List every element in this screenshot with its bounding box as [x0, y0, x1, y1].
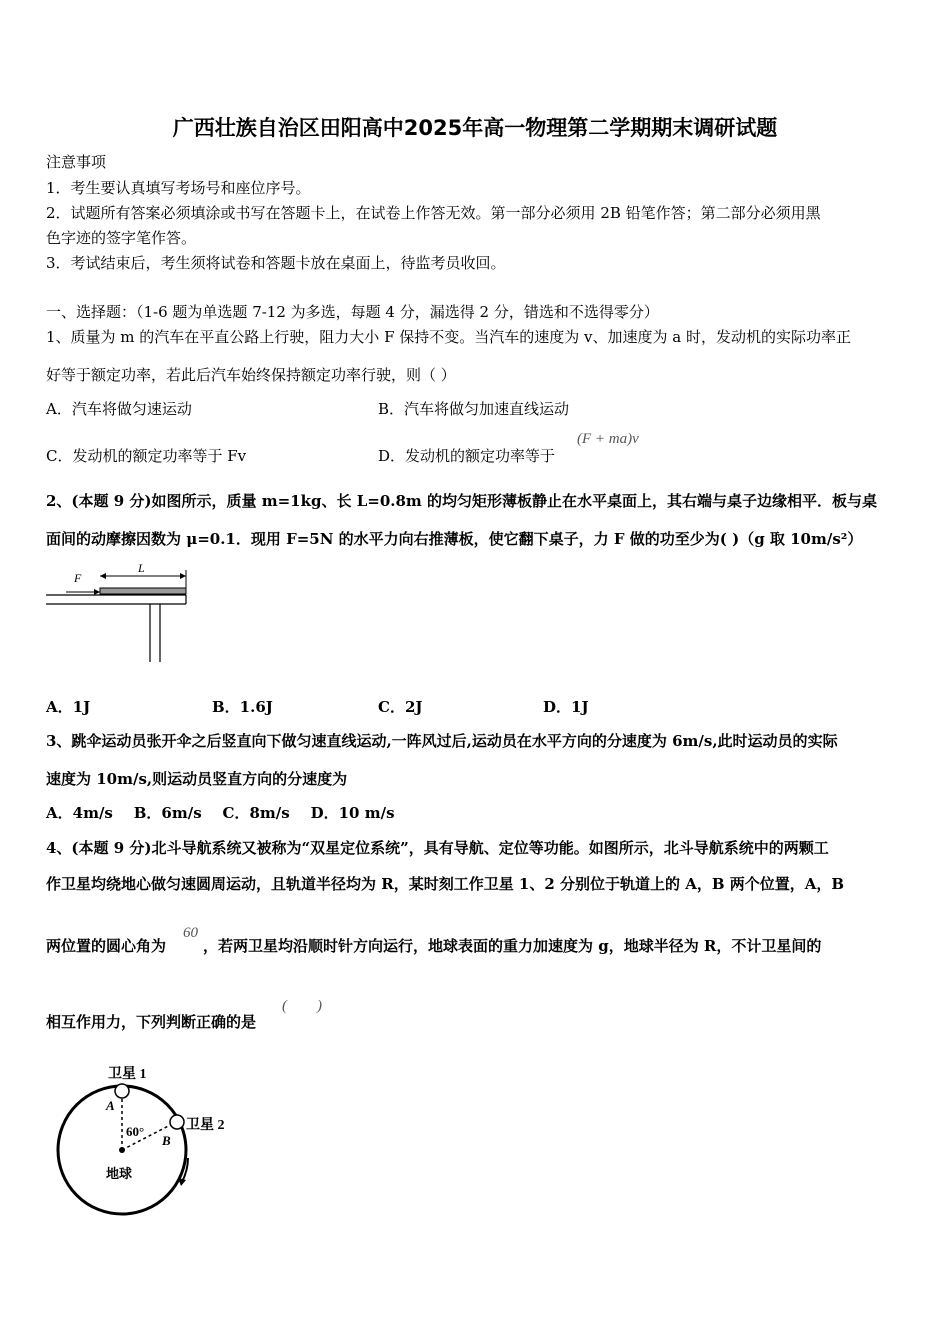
- notice-item: 色字迹的签字笔作答。: [46, 229, 197, 247]
- question-1-option-a: A．汽车将做匀速运动: [46, 400, 192, 418]
- notice-item: 2．试题所有答案必须填涂或书写在答题卡上，在试卷上作答无效。第一部分必须用 2B 铅笔作答；第二部分必须用黑: [46, 204, 821, 222]
- satellite-2: [170, 1115, 184, 1129]
- satellite-1: [115, 1084, 129, 1098]
- question-2-option-b: B．1.6J: [212, 698, 273, 716]
- question-1-text: 好等于额定功率，若此后汽车始终保持额定功率行驶，则（ ）: [46, 366, 456, 384]
- question-1-option-d: D．发动机的额定功率等于: [378, 447, 556, 465]
- question-4-text: 4、(本题 9 分)北斗导航系统又被称为“双星定位系统”，具有导航、定位等功能。如图所示，北斗导航系统中的两颗工: [46, 839, 829, 857]
- sat2-label: 卫星 2: [186, 1118, 225, 1133]
- label-f: F: [74, 571, 82, 585]
- question-4-text: ，若两卫星均沿顺时针方向运行，地球表面的重力加速度为 g，地球半径为 R，不计卫星间的: [203, 937, 822, 955]
- question-1-text: 1、质量为 m 的汽车在平直公路上行驶，阻力大小 F 保持不变。当汽车的速度为 v、加速度为 a 时，发动机的实际功率正: [46, 328, 851, 346]
- point-b-label: B: [162, 1133, 171, 1148]
- plank-table-diagram: [44, 560, 194, 666]
- question-3-text: 3、跳伞运动员张开伞之后竖直向下做匀速直线运动,一阵风过后,运动员在水平方向的分速度为 6m/s,此时运动员的实际: [46, 732, 838, 750]
- question-1-option-c: C．发动机的额定功率等于 Fv: [46, 447, 247, 465]
- question-3-text: 速度为 10m/s,则运动员竖直方向的分速度为: [46, 770, 348, 788]
- question-1-option-b: B．汽车将做匀加速直线运动: [378, 400, 570, 418]
- question-2-option-d: D．1J: [543, 698, 589, 716]
- question-2-option-c: C．2J: [378, 698, 423, 716]
- page-title: 广西壮族自治区田阳高中2025年高一物理第二学期期末调研试题: [172, 116, 778, 140]
- question-1-formula: (F + ma)v: [577, 431, 639, 447]
- satellite-orbit-diagram: [50, 1058, 250, 1223]
- earth-center: [119, 1147, 125, 1153]
- notice-heading: 注意事项: [46, 153, 107, 171]
- section-heading: 一、选择题：（1-6 题为单选题 7-12 为多选，每题 4 分，漏选得 2 分，错选和不选得零分）: [46, 303, 659, 321]
- notice-item: 3．考试结束后，考生须将试卷和答题卡放在桌面上，待监考员收回。: [46, 254, 506, 272]
- question-2-option-a: A．1J: [46, 698, 91, 716]
- question-4-text: 两位置的圆心角为: [46, 937, 167, 955]
- earth-label: 地球: [106, 1166, 133, 1181]
- question-2-text: 2、(本题 9 分)如图所示，质量 m=1kg、长 L=0.8m 的均匀矩形薄板静止在水平桌面上，其右端与桌子边缘相平．板与桌: [46, 492, 878, 510]
- label-l: L: [138, 561, 145, 575]
- question-4-text: 相互作用力，下列判断正确的是: [46, 1013, 257, 1031]
- sat1-label: 卫星 1: [108, 1067, 147, 1082]
- point-a-label: A: [106, 1098, 115, 1113]
- notice-item: 1．考生要认真填写考场号和座位序号。: [46, 179, 311, 197]
- question-4-angle: 60: [183, 925, 198, 941]
- question-3-options: A．4m/s B．6m/s C．8m/s D．10 m/s: [46, 804, 395, 822]
- question-4-paren: ( ): [282, 998, 322, 1014]
- force-arrowhead: [94, 589, 100, 595]
- question-2-text: 面间的动摩擦因数为 μ=0.1．现用 F=5N 的水平力向右推薄板，使它翻下桌子，力 F 做的功至少为( )（g 取 10m/s²）: [46, 530, 863, 548]
- question-4-text: 作卫星均绕地心做匀速圆周运动，且轨道半径均为 R，某时刻工作卫星 1、2 分别位于轨道上的 A，B 两个位置，A，B: [46, 875, 845, 893]
- angle-label: 60°: [126, 1124, 145, 1139]
- plank: [100, 588, 186, 594]
